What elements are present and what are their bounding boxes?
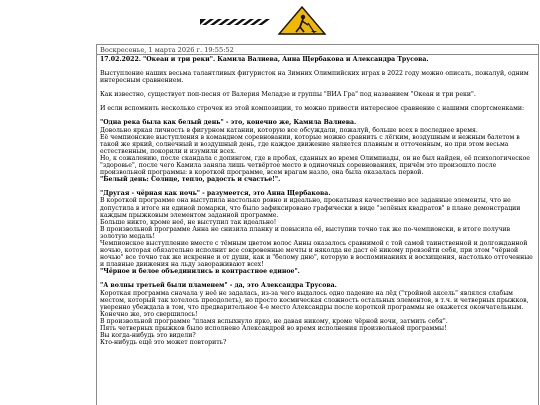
intro-paragraph-1: Выступление наших весьма талантливых фигуристок на Зимних Олимпийских играх в 2022 году можно описать, пожалуй, одним интересным сравнением. [100,70,529,85]
post-date: Воскресенье, 1 марта 2026 г. 19:55:52 [97,45,538,55]
valieva-paragraph-3: Но, к сожалению, после скандала с допингом, где в пробах, сданных во время Олимпиады, он не был найден, её психологическое "здоровье", после чего Камила заняла лишь четвёртое место в одиночных соревнованиях, причём это произошло после произвольной программы: в короткой программе, всем врагам назло, она была оказалась первой. [100,154,530,177]
post-title: 17.02.2022. "Океан и три реки". Камила Валиева, Анна Щербакова и Александра Трусова. [100,56,429,63]
quote-valieva: "Одна река была как белый день" - это, конечно же, Камила Валиева. [100,119,357,127]
shcherbakova-closing-line: "Чёрное и белое объединились в контрастное единое". [100,268,300,276]
shcherbakova-paragraph-3: В произвольной программе Анна не снизила планку и повысила её, выступив точно так же по-чемпионски, в итоге получив золотую медаль! [100,225,511,240]
quote-trusova: "А волны третьей были пламенем" - да, это Александра Трусова. [100,282,337,290]
under-construction-logo [200,6,340,36]
trusova-paragraph-3: В произвольной программе "пламя вспыхнуло ярко, не давая никому, кроме чёрной ночи, затмить себя". [100,317,448,325]
post-body [97,55,538,346]
shcherbakova-paragraph-1: В короткой программе она выступила настолько ровно и идеально, прокатывая качественно все заданные элементы, что не допустила в итоге ни единой помарки, что было зафиксировано графически в виде "зелёных квадратов" в плане демонстрации каждым прыжковым элементом заданной программе. [100,197,521,219]
valieva-paragraph-2: Её чемпионские выступления в командном соревновании, которые можно сравнить с лёгким, воздушным и нежным балетом в такой же яркий, солнечный и воздушный день, где каждое движение является плавным и отточенным, но при этом весьма естественным, покорили и изумили всех. [100,133,520,155]
trusova-paragraph-1: Короткая программа сначала у неё не задалась, из-за чего выдалось одно падение на лёд ("тройной аксель" являлся слабым местом, который так хотелось преодолеть), но просто космическая сложность остальных элементов, в т.ч. и четверных прыжков, уверенно убеждала в том, что предварительное 4-е место Александры после короткой программы не окажется окончательным. [100,289,529,311]
trusova-paragraph-5: Вы когда-нибудь это видели? [100,332,196,340]
quote-shcherbakova: "Другая - чёрная как ночь" - разумеется, это Анна Щербакова. [100,190,331,198]
intro-paragraph-2: Как известно, существует поп-песня от Валерия Меладзе и группы "ВИА Гра" под названием "Океан и три реки". [100,91,476,99]
blog-post-frame [96,44,539,405]
valieva-paragraph-1: Довольно яркая личность в фигурном катании, которую все обсуждали, пожалуй, больше всех в последнее время. [100,126,478,134]
shcherbakova-paragraph-2: Больше никто, кроме неё, не выступил так идеально! [100,218,277,226]
warning-stripes-icon [200,19,270,25]
trusova-paragraph-4: Пять четверных прыжков было исполнено Александрой во время исполнения произвольной программы! [100,325,447,332]
under-construction-worker-icon [279,7,325,34]
trusova-paragraph-2: Конечно же, это свершилось! [100,310,198,318]
intro-paragraph-3: И если вспомнить несколько строчек из этой композиции, то можно привести интересное сравнение с нашими спортсменками: [100,105,525,113]
trusova-paragraph-6: Кто-нибудь ещё это может повторить? [100,339,227,347]
shcherbakova-paragraph-4: Чемпионское выступление вместе с тёмным цветом волос Анны оказалось сравнимой с той самой таинственной и долгожданной ночью, которая обязательно исполнит все сокровенные мечты и няколда не даст её никому превзойти себя, при этом "чёрной ночью" все точно так же искренне и от души, как и "белому дню", которую в воспоминаниях и восхищения, настолько отточенные и плавные движения на льду завораживают всех! [100,239,533,269]
blog-header [0,0,540,45]
valieva-closing-line: "Белый день: Солнце, тепло, радость и счастье!". [100,176,281,184]
